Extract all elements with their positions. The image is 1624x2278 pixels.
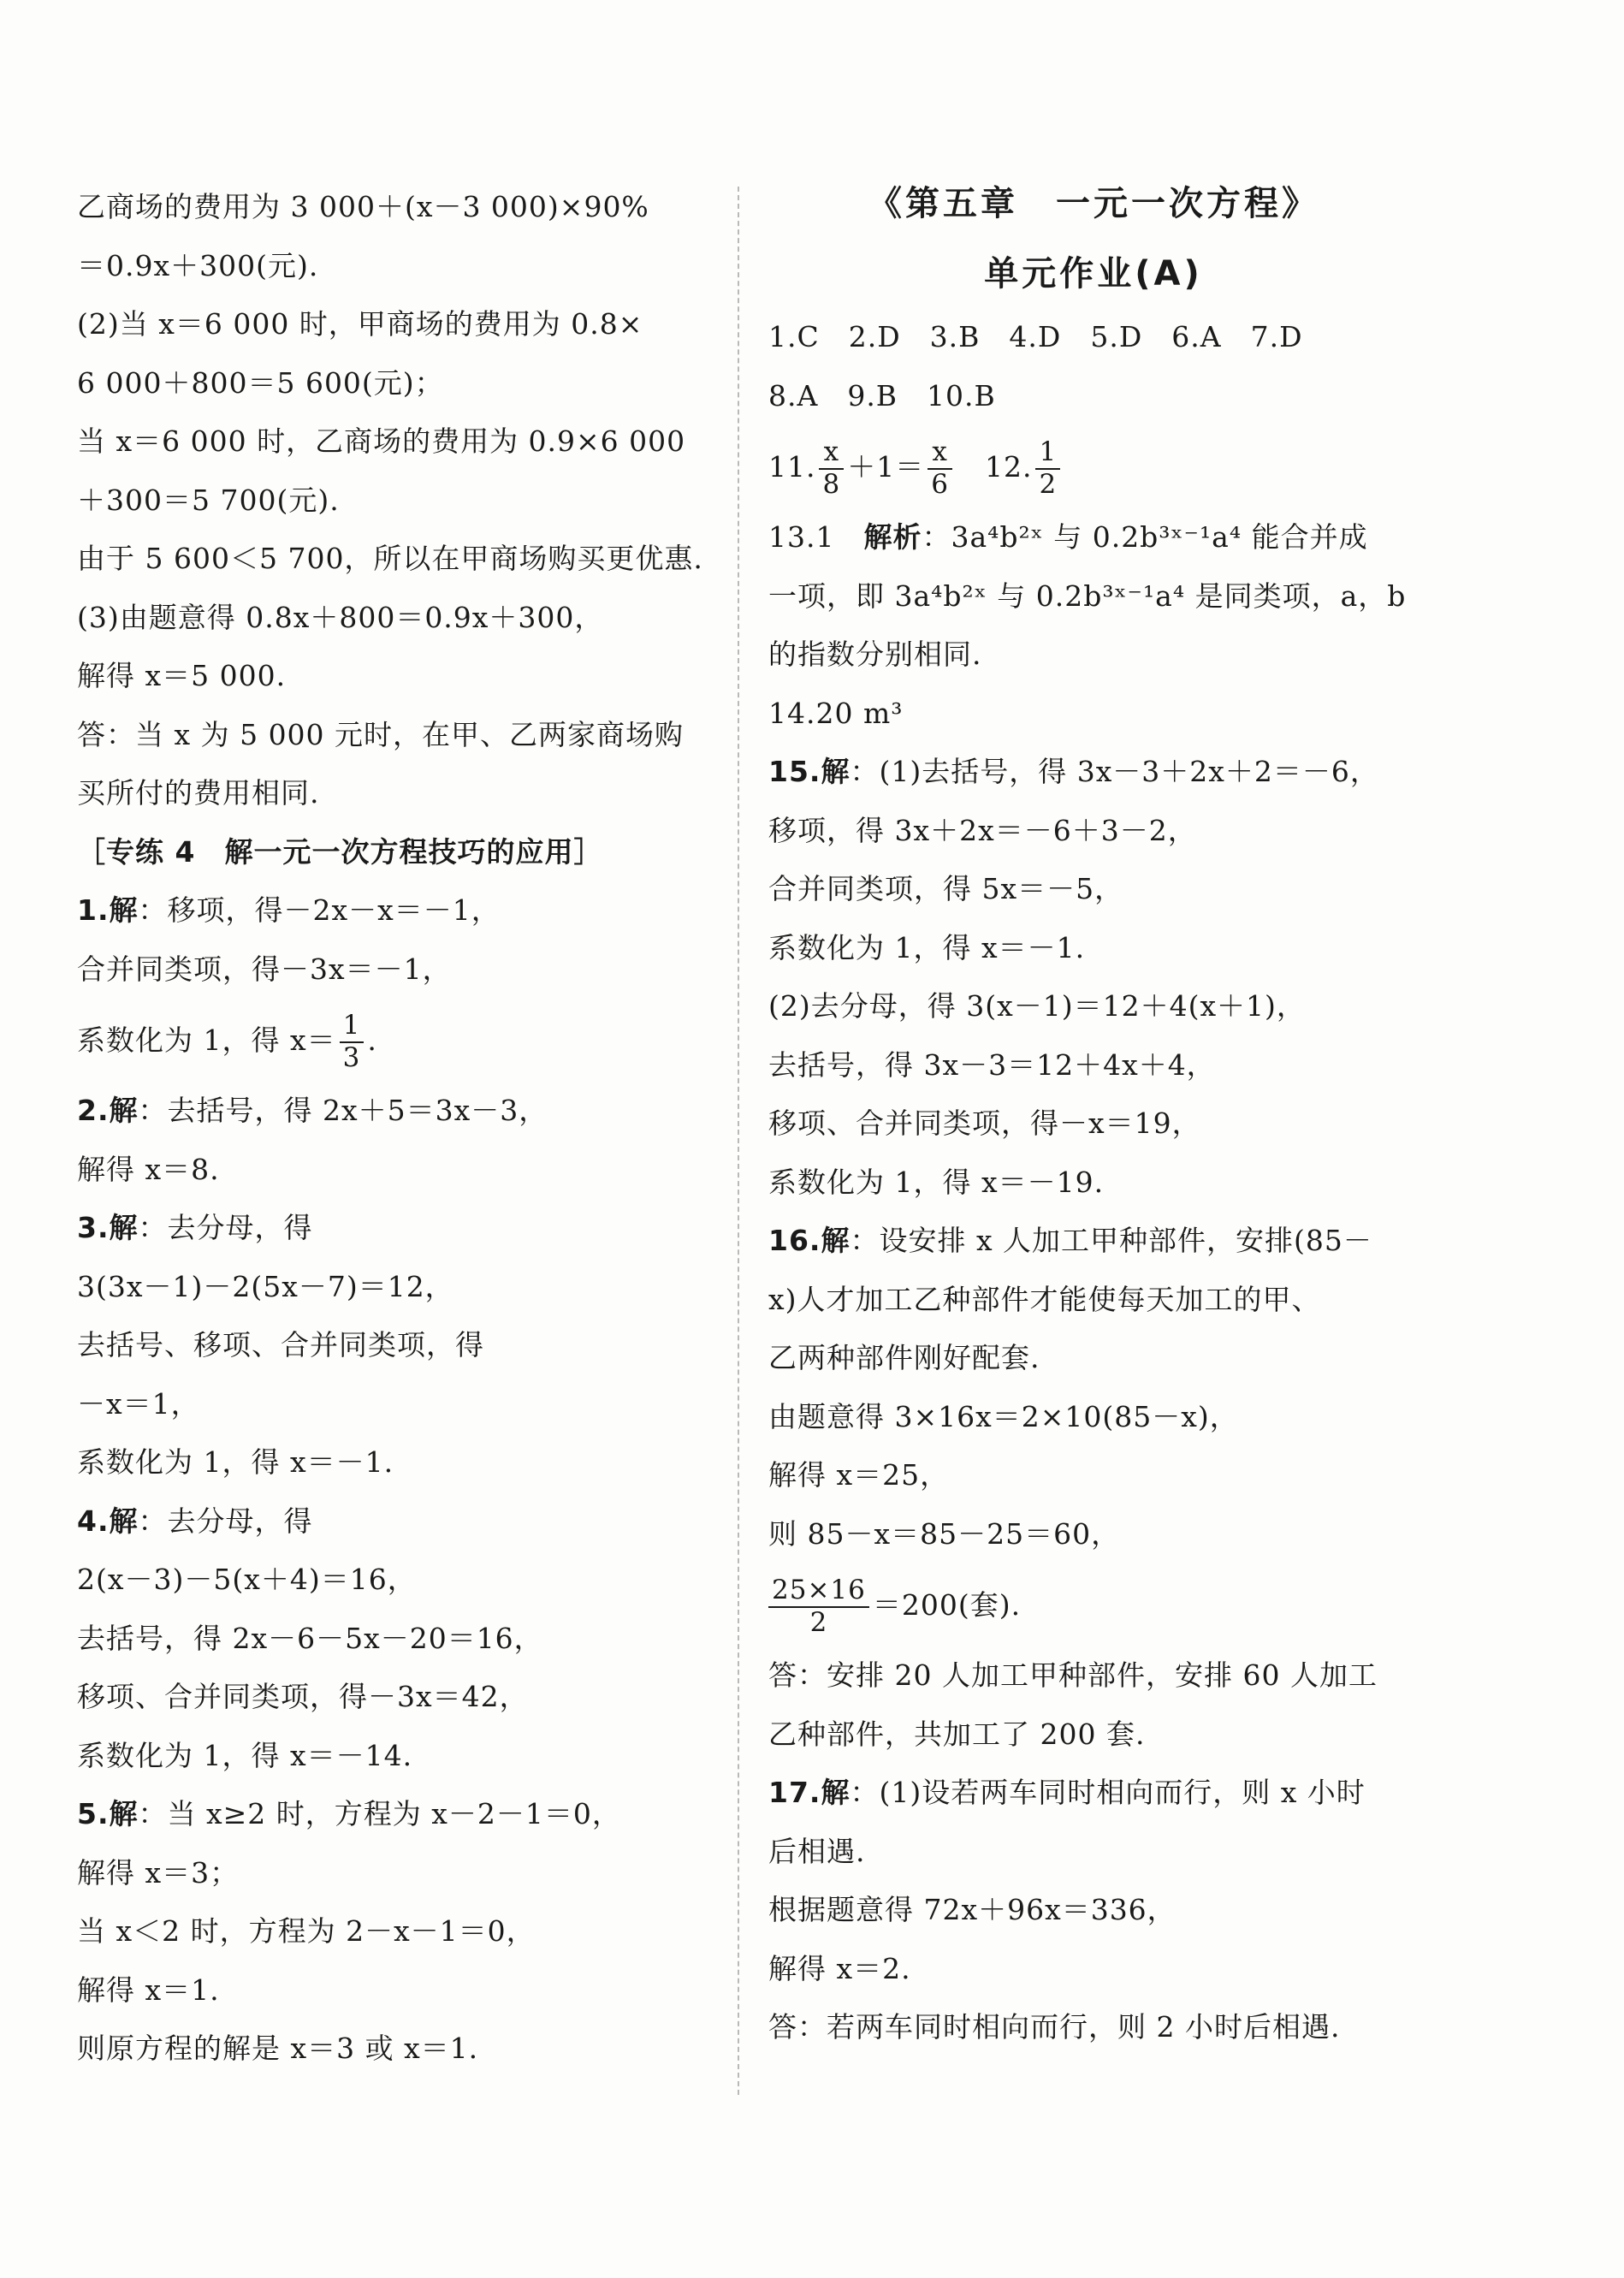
text-line: 答：安排 20 人加工甲种部件，安排 60 人加工	[768, 1658, 1378, 1692]
fraction-numerator: 1	[340, 1011, 365, 1043]
problem-1	[77, 881, 710, 940]
text-line: 乙两种部件刚好配套.	[768, 1341, 1040, 1374]
fraction-numerator: 25×16	[768, 1575, 869, 1608]
answer-line: 8.A 9.B 10.B	[768, 378, 996, 412]
solution-label: 1.解	[77, 893, 139, 927]
text-line: 移项，得 3x＋2x＝－6＋3－2，	[768, 813, 1197, 847]
text-line: 合并同类项，得 5x＝－5，	[768, 872, 1124, 905]
text-line: 解得 x＝2.	[768, 1951, 911, 1985]
text-line: 系数化为 1，得 x＝－19.	[768, 1165, 1105, 1199]
text-line: －x＝1，	[77, 1386, 200, 1421]
answer-11-12	[768, 425, 1419, 508]
analysis-label: 解析	[863, 520, 922, 554]
text-line: 则原方程的解是 x＝3 或 x＝1.	[77, 2032, 479, 2065]
text-line: 则 85－x＝85－25＝60，	[768, 1516, 1121, 1551]
text-line: 乙种部件，共加工了 200 套.	[768, 1717, 1146, 1751]
text-line: 乙商场的费用为 3 000＋(x－3 000)×90%	[77, 190, 649, 223]
solution-label: 5.解	[77, 1797, 139, 1830]
problem-13	[768, 508, 1419, 567]
text-line: 解得 x＝8.	[77, 1152, 220, 1186]
solution-label: 17.解	[768, 1776, 851, 1809]
text-line: 当 x＝6 000 时，乙商场的费用为 0.9×6 000	[77, 424, 686, 458]
text-line: 解得 x＝25，	[768, 1458, 950, 1492]
fraction	[340, 1011, 365, 1073]
text-line: 由于 5 600＜5 700，所以在甲商场购买更优惠.	[77, 542, 703, 575]
text-line: 系数化为 1，得 x＝－1.	[768, 930, 1086, 964]
text-line: 去括号，得 3x－3＝12＋4x＋4，	[768, 1047, 1216, 1082]
text-segment: ＋1＝	[847, 450, 925, 483]
answer-line: 1.C 2.D 3.B 4.D 5.D 6.A 7.D	[768, 320, 1303, 353]
chapter-title: 《第五章 一元一次方程》	[868, 184, 1319, 223]
text-line: 的指数分别相同.	[768, 638, 982, 671]
text-line: 答：若两车同时相向而行，则 2 小时后相遇.	[768, 2010, 1341, 2044]
fraction-denominator: 2	[809, 1607, 828, 1638]
text-line: 系数化为 1，得 x＝－14.	[77, 1738, 413, 1772]
problem-15	[768, 743, 1419, 802]
fraction	[1035, 437, 1060, 500]
text-segment: 系数化为 1，得 x＝	[77, 1023, 336, 1057]
problem-text: ：移项，得－2x－x＝－1，	[138, 893, 501, 927]
fraction-numerator: x	[928, 437, 952, 470]
right-column	[768, 178, 1419, 2057]
problem-text: ：当 x≥2 时，方程为 x－2－1＝0，	[138, 1797, 621, 1830]
text-line: 根据题意得 72x＋96x＝336，	[768, 1893, 1177, 1926]
text-line: ＋300＝5 700(元).	[77, 483, 340, 517]
text-line: 去括号、移项、合并同类项，得	[77, 1328, 484, 1361]
text-line: 6 000＋800＝5 600(元)；	[77, 365, 444, 400]
fraction	[768, 1575, 869, 1638]
text-line: 解得 x＝1.	[77, 1972, 220, 2007]
left-column	[77, 178, 710, 2079]
text-line: 答：当 x 为 5 000 元时，在甲、乙两家商场购	[77, 717, 685, 751]
problem-4	[77, 1492, 710, 1551]
problem-17	[768, 1764, 1419, 1823]
problem-3	[77, 1199, 710, 1258]
solution-label: 16.解	[768, 1224, 851, 1257]
text-line: 由题意得 3×16x＝2×10(85－x)，	[768, 1399, 1239, 1433]
problem-text: ：(1)去括号，得 3x－3＋2x＋2＝－6，	[850, 755, 1379, 788]
problem-5	[77, 1785, 710, 1844]
answer-14: 14.20 m³	[768, 696, 904, 730]
fraction-numerator: x	[819, 437, 844, 470]
unit-title: 单元作业(A)	[984, 254, 1203, 294]
text-line: 买所付的费用相同.	[77, 776, 320, 810]
text-segment: 11.	[768, 450, 816, 483]
problem-text: ：3a⁴b²ˣ 与 0.2b³ˣ⁻¹a⁴ 能合并成	[922, 520, 1368, 554]
text-line: 3(3x－1)－2(5x－7)＝12，	[77, 1269, 454, 1303]
fraction-denominator: 3	[342, 1042, 361, 1073]
solution-label: 2.解	[77, 1094, 139, 1127]
text-line: (2)当 x＝6 000 时，甲商场的费用为 0.8×	[77, 307, 643, 341]
text-line: 解得 x＝5 000.	[77, 659, 287, 692]
text-line: 一项，即 3a⁴b²ˣ 与 0.2b³ˣ⁻¹a⁴ 是同类项，a，b	[768, 578, 1407, 613]
text-line: 系数化为 1，得 x＝－1.	[77, 1445, 394, 1479]
text-line: (3)由题意得 0.8x＋800＝0.9x＋300，	[77, 600, 604, 634]
text-line: 去括号，得 2x－6－5x－20＝16，	[77, 1621, 543, 1655]
fraction-denominator: 6	[931, 469, 949, 500]
solution-label: 15.解	[768, 755, 851, 788]
solution-label: 3.解	[77, 1211, 139, 1244]
text-segment: .	[367, 1023, 377, 1057]
fraction-denominator: 8	[822, 469, 841, 500]
problem-text: ：(1)设若两车同时相向而行，则 x 小时	[850, 1776, 1366, 1809]
text-line: (2)去分母，得 3(x－1)＝12＋4(x＋1)，	[768, 989, 1306, 1023]
problem-16	[768, 1212, 1419, 1271]
fraction-numerator: 1	[1035, 437, 1060, 470]
section-title: ［专练 4 解一元一次方程技巧的应用］	[77, 834, 603, 869]
text-line: x)人才加工乙种部件才能使每天加工的甲、	[768, 1282, 1321, 1316]
solution-label: 4.解	[77, 1504, 139, 1538]
text-segment: ＝200(套).	[872, 1588, 1022, 1622]
text-line	[77, 999, 710, 1082]
text-line: 移项、合并同类项，得－3x＝42，	[77, 1680, 529, 1713]
text-line: 合并同类项，得－3x＝－1，	[77, 952, 452, 986]
text-line: 解得 x＝3；	[77, 1855, 240, 1889]
text-segment: 13.1	[768, 520, 864, 554]
text-line: ＝0.9x＋300(元).	[77, 248, 319, 282]
text-line: 2(x－3)－5(x＋4)＝16，	[77, 1563, 417, 1596]
problem-text: ：设安排 x 人加工甲种部件，安排(85－	[850, 1224, 1372, 1257]
column-divider	[738, 187, 739, 2095]
text-segment: 12.	[955, 450, 1033, 483]
problem-text: ：去括号，得 2x＋5＝3x－3，	[138, 1094, 548, 1127]
fraction	[819, 437, 844, 500]
text-line	[768, 1563, 1419, 1646]
fraction-denominator: 2	[1039, 469, 1058, 500]
text-line: 当 x＜2 时，方程为 2－x－1＝0，	[77, 1914, 536, 1948]
fraction	[928, 437, 952, 500]
problem-text: ：去分母，得	[138, 1504, 313, 1538]
problem-text: ：去分母，得	[138, 1211, 313, 1244]
text-line: 移项、合并同类项，得－x＝19，	[768, 1106, 1201, 1140]
problem-2	[77, 1082, 710, 1141]
text-line: 后相遇.	[768, 1834, 866, 1868]
